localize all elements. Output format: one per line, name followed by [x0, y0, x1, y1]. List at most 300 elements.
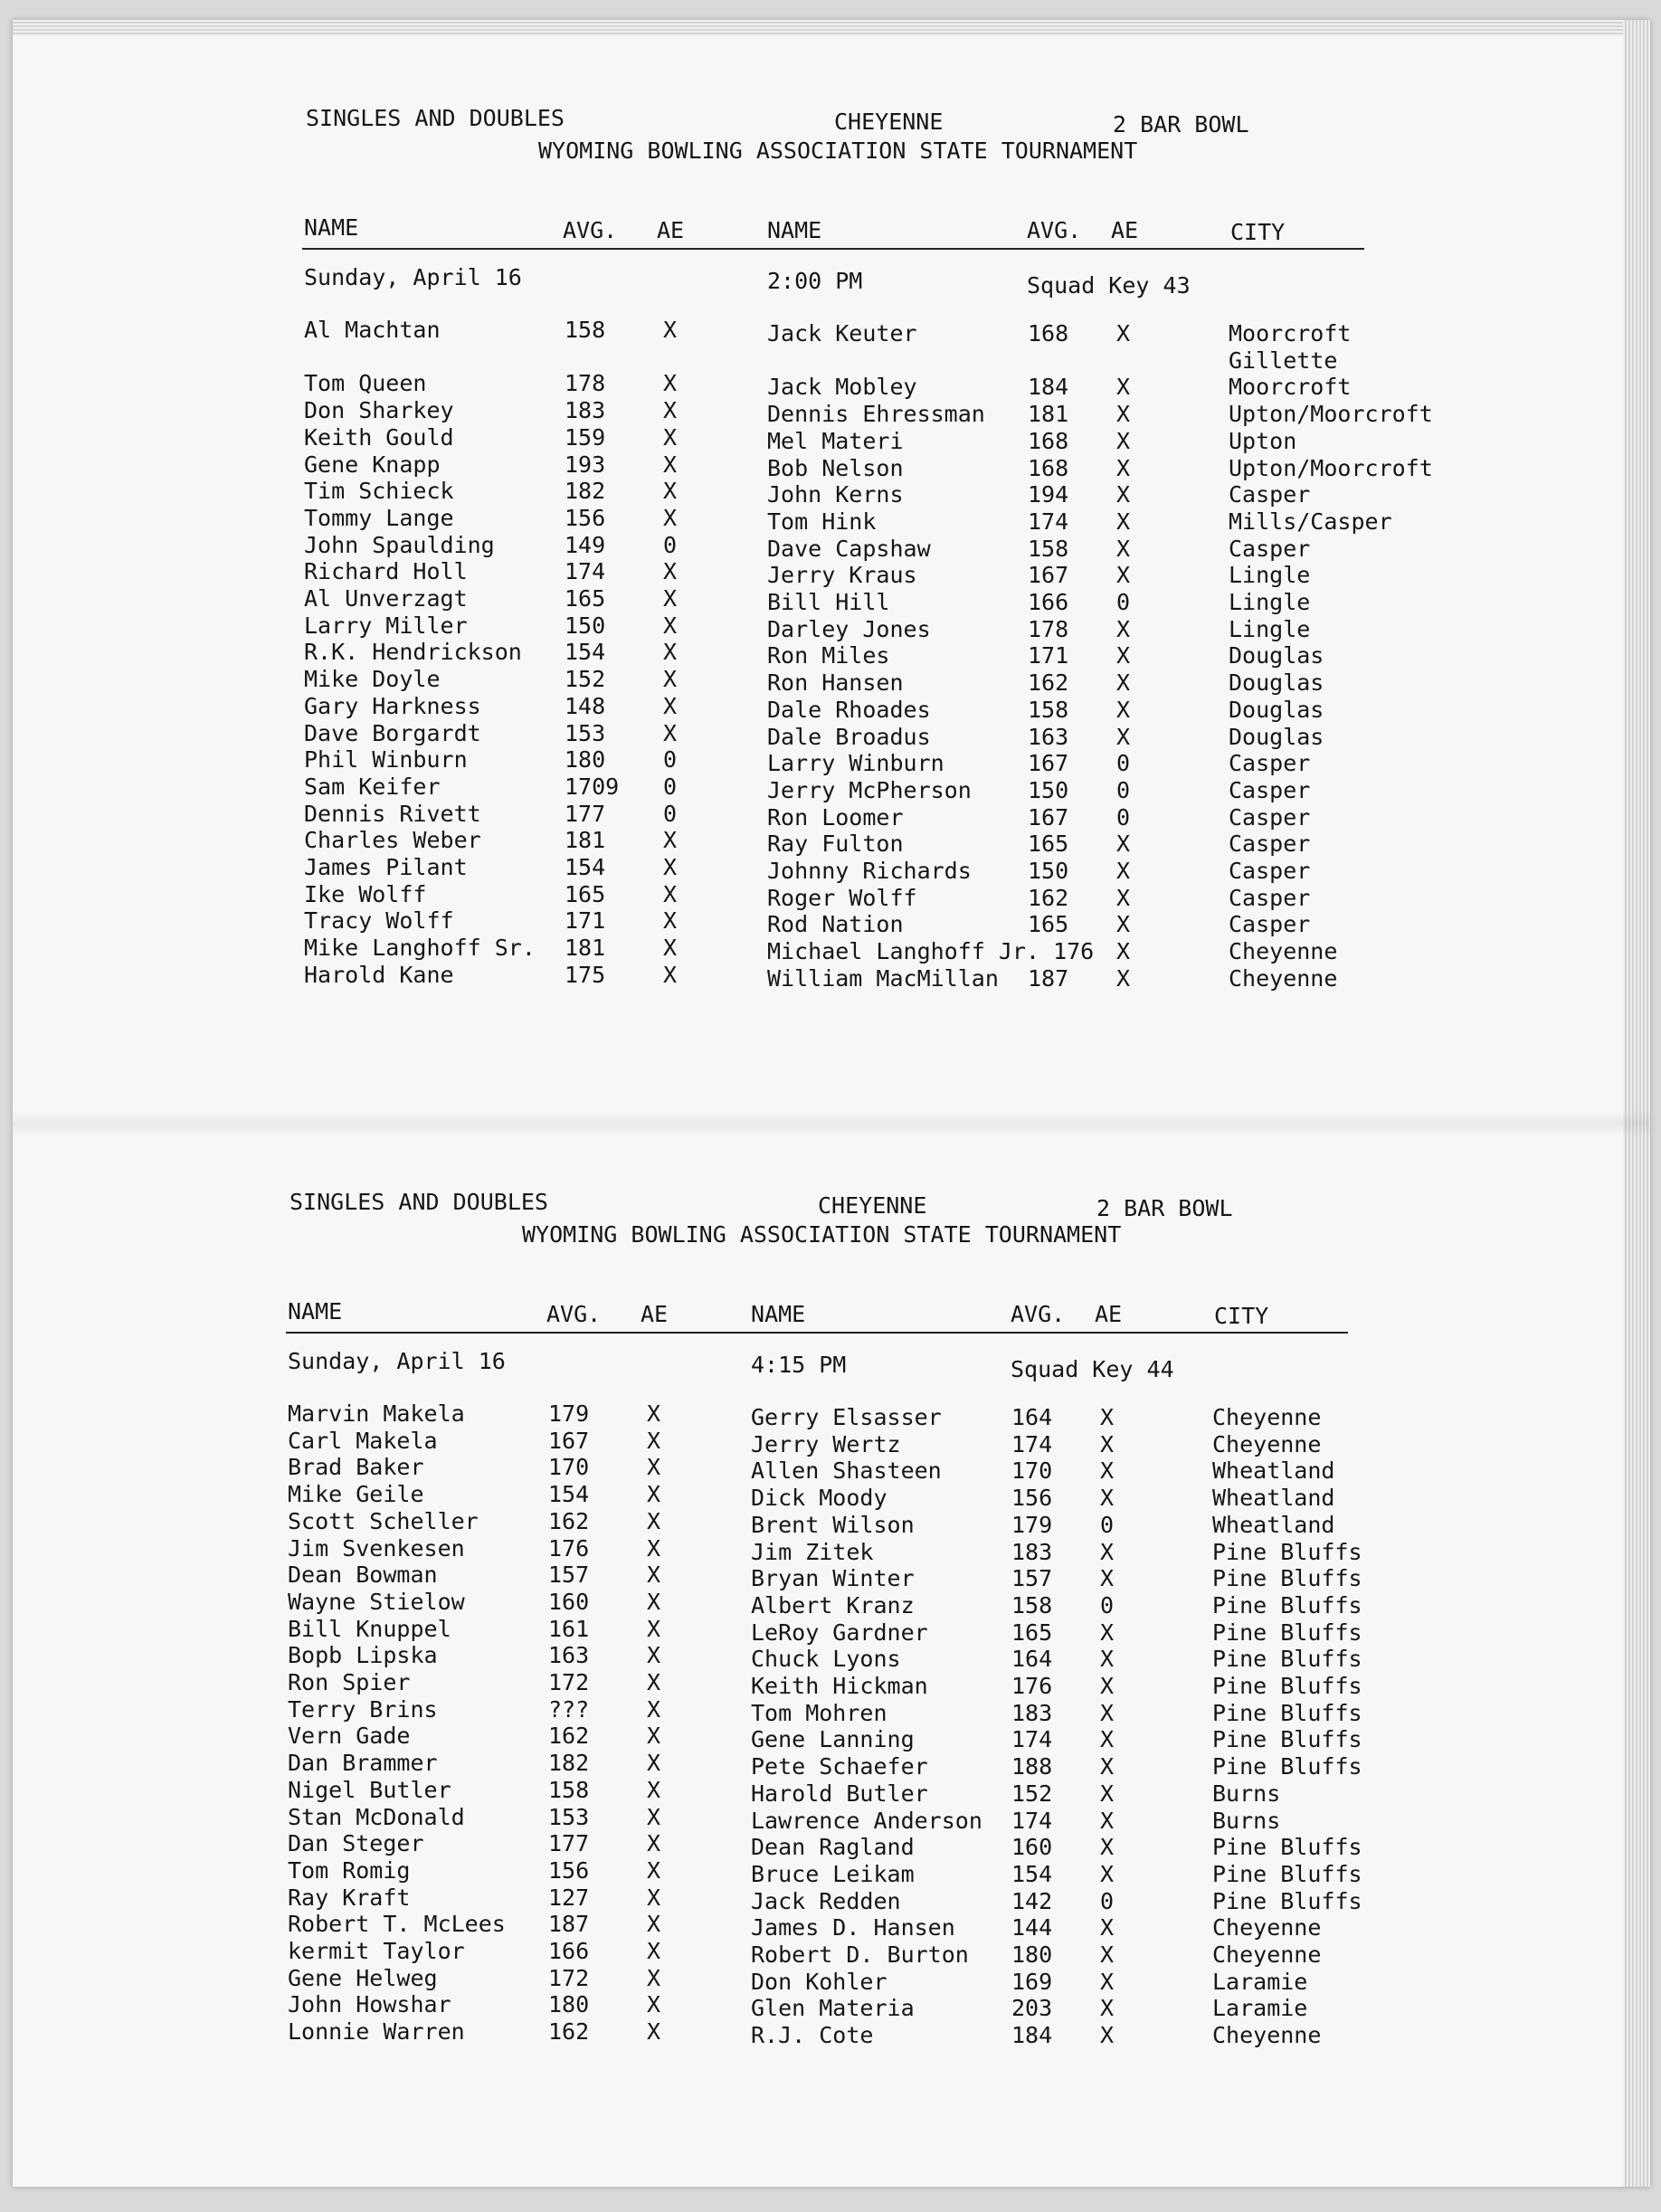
partner-name: Dale Broadus [767, 724, 931, 750]
city: Laramie [1212, 1969, 1308, 1995]
partner-name: Mel Materi [767, 428, 904, 454]
partner-average: 165 [1011, 1619, 1053, 1646]
city: Burns [1212, 1780, 1281, 1807]
partner-average: 176 [1011, 1673, 1053, 1699]
partner-name: Brent Wilson [751, 1512, 915, 1538]
partner-name: Darley Jones [767, 616, 931, 642]
partner-name: Harold Butler [751, 1780, 928, 1807]
player-name: Dave Borgardt [304, 720, 481, 746]
average: 1709 [565, 774, 620, 800]
partner-average: 184 [1011, 2022, 1053, 2048]
player-name: Vern Gade [288, 1723, 411, 1749]
ae-mark: X [647, 1723, 661, 1749]
partner-ae-mark: 0 [1100, 1888, 1115, 1914]
partner-name: Keith Hickman [751, 1673, 928, 1699]
player-name: Ron Spier [288, 1669, 411, 1695]
player-name: Al Unverzagt [304, 585, 468, 612]
partner-name: Jerry Wertz [751, 1431, 901, 1457]
player-name: Dean Bowman [288, 1562, 438, 1588]
city: Douglas [1229, 697, 1324, 723]
ae-mark: X [647, 1400, 661, 1427]
city: Pine Bluffs [1212, 1726, 1362, 1752]
partner-ae-mark: 0 [1116, 804, 1131, 831]
partner-ae-mark: X [1116, 669, 1131, 696]
partner-name: Rod Nation [767, 911, 904, 937]
player-name: Brad Baker [288, 1454, 424, 1480]
partner-average: 164 [1011, 1646, 1053, 1672]
partner-ae-mark: X [1100, 1753, 1115, 1780]
average: 153 [565, 720, 606, 746]
average: 176 [548, 1535, 590, 1562]
ae-mark: X [663, 612, 678, 639]
player-name: Ike Wolff [304, 881, 427, 907]
ae-mark: X [663, 935, 678, 961]
partner-ae-mark: X [1100, 1431, 1115, 1457]
average: 153 [548, 1804, 590, 1830]
document-page [13, 20, 1650, 2187]
player-name: Tommy Lange [304, 505, 454, 531]
table-row [13, 370, 1460, 400]
table-row [0, 1938, 1444, 1968]
partner-average: 154 [1011, 1861, 1053, 1887]
partner-name: Larry Winburn [767, 750, 944, 776]
average: 156 [565, 505, 606, 531]
average: 154 [548, 1481, 590, 1507]
partner-name: Dennis Ehressman [767, 401, 985, 427]
header-underline [286, 1332, 1348, 1334]
average: 156 [548, 1857, 590, 1884]
average: 183 [565, 397, 606, 423]
partner-ae-mark: X [1116, 401, 1131, 427]
partner-ae-mark: X [1100, 1780, 1115, 1807]
partner-name: Chuck Lyons [751, 1646, 901, 1672]
page-stack-top-edge [13, 20, 1650, 36]
player-name: Gary Harkness [304, 693, 481, 719]
city: Douglas [1229, 669, 1324, 696]
city: Moorcroft [1229, 374, 1352, 400]
ae-mark: X [647, 1884, 661, 1911]
table-row [13, 639, 1460, 669]
player-name: Tracy Wolff [304, 907, 454, 934]
partner-ae-mark: X [1100, 1565, 1115, 1591]
average: 187 [548, 1911, 590, 1937]
squad-key: Squad Key 44 [1011, 1356, 1174, 1382]
ae-mark: X [663, 370, 678, 396]
ae-mark: X [647, 1857, 661, 1884]
city: Pine Bluffs [1212, 1673, 1362, 1699]
partner-average: 150 [1028, 777, 1069, 803]
ae-mark: X [663, 666, 678, 692]
partner-average: 166 [1028, 589, 1069, 615]
player-name: Robert T. McLees [288, 1911, 506, 1937]
ae-mark: X [663, 827, 678, 853]
player-name: Dan Steger [288, 1830, 424, 1856]
player-name: kermit Taylor [288, 1938, 465, 1964]
header-underline [302, 248, 1364, 250]
average: 158 [548, 1777, 590, 1803]
average: 158 [565, 317, 606, 343]
player-name: Mike Doyle [304, 666, 441, 692]
player-name: Tim Schieck [304, 478, 454, 504]
partner-average: 142 [1011, 1888, 1053, 1914]
average: 180 [548, 1991, 590, 2017]
header-location: CHEYENNE [834, 109, 944, 135]
partner-name: Albert Kranz [751, 1592, 915, 1619]
table-row [0, 1562, 1444, 1589]
ae-mark: X [647, 1589, 661, 1615]
column-header-partner-average: AVG. [1011, 1301, 1066, 1327]
table-row [0, 1965, 1444, 1995]
city: Cheyenne [1212, 1404, 1322, 1430]
partner-ae-mark: X [1100, 1404, 1115, 1430]
partner-average: 162 [1028, 669, 1069, 696]
city: Casper [1229, 804, 1311, 831]
player-name: Tom Queen [304, 370, 427, 396]
player-name: Ray Kraft [288, 1884, 411, 1911]
tournament-title: WYOMING BOWLING ASSOCIATION STATE TOURNAMENT [538, 138, 1138, 164]
average: 177 [565, 801, 606, 827]
city: Cheyenne [1229, 938, 1338, 964]
column-header-ae-mark: AE [641, 1301, 669, 1327]
player-name: Don Sharkey [304, 397, 454, 423]
partner-average: 163 [1028, 724, 1069, 750]
average: 127 [548, 1884, 590, 1911]
squad-day: Sunday, April 16 [304, 264, 522, 290]
partner-name: Jack Keuter [767, 320, 917, 347]
average: 157 [548, 1562, 590, 1588]
player-name: Larry Miller [304, 612, 468, 639]
partner-ae-mark: X [1116, 858, 1131, 884]
partner-average: 203 [1011, 1995, 1053, 2021]
table-row [0, 1723, 1444, 1750]
table-row [13, 881, 1460, 911]
partner-ae-mark: 0 [1100, 1512, 1115, 1538]
ae-mark: X [647, 1642, 661, 1668]
partner-name: Don Kohler [751, 1969, 887, 1995]
city: Laramie [1212, 1995, 1308, 2021]
ae-mark: X [647, 1481, 661, 1507]
table-row [0, 1428, 1444, 1455]
city: Pine Bluffs [1212, 1646, 1362, 1672]
partner-average: 167 [1028, 750, 1069, 776]
ae-mark: X [663, 881, 678, 907]
partner-name: Dale Rhoades [767, 697, 931, 723]
average: 149 [565, 532, 606, 558]
player-name: Dennis Rivett [304, 801, 481, 827]
partner-average: 183 [1011, 1539, 1053, 1565]
partner-ae-mark: X [1100, 1995, 1115, 2021]
average: 180 [565, 746, 606, 773]
city: Mills/Casper [1229, 508, 1392, 535]
ae-mark: 0 [663, 774, 678, 800]
partner-ae-mark: X [1100, 1808, 1115, 1834]
partner-average: 178 [1028, 616, 1069, 642]
column-header-partner-ae-mark: AE [1111, 217, 1139, 243]
table-row [0, 1481, 1444, 1511]
ae-mark: X [663, 585, 678, 612]
partner-average: 158 [1028, 697, 1069, 723]
average: 162 [548, 1723, 590, 1749]
player-name: Terry Brins [288, 1696, 438, 1723]
header-venue: 2 BAR BOWL [1096, 1195, 1233, 1221]
partner-ae-mark: X [1100, 1941, 1115, 1968]
city: Cheyenne [1229, 965, 1338, 992]
average: 175 [565, 962, 606, 988]
squad-time: 4:15 PM [751, 1352, 847, 1378]
table-row [13, 397, 1460, 427]
partner-name: Glen Materia [751, 1995, 915, 2021]
player-name: Marvin Makela [288, 1400, 465, 1427]
partner-average: 144 [1011, 1914, 1053, 1941]
ae-mark: X [663, 720, 678, 746]
table-row [13, 585, 1460, 615]
table-row [0, 1589, 1444, 1619]
partner-average: 187 [1028, 965, 1069, 992]
ae-mark: X [647, 1911, 661, 1937]
column-header-player-name: NAME [304, 214, 359, 241]
partner-ae-mark: X [1100, 1457, 1115, 1484]
ae-mark: X [663, 424, 678, 451]
player-name: Sam Keifer [304, 774, 441, 800]
table-row [0, 1750, 1444, 1780]
partner-average: 194 [1028, 481, 1069, 508]
header-event: SINGLES AND DOUBLES [289, 1189, 548, 1215]
city: Cheyenne [1212, 1941, 1322, 1968]
ae-mark: X [663, 962, 678, 988]
player-name: Scott Scheller [288, 1508, 479, 1534]
partner-ae-mark: X [1116, 965, 1131, 992]
city: Upton/Moorcroft [1229, 455, 1433, 481]
table-row [0, 1696, 1444, 1726]
average: 181 [565, 827, 606, 853]
partner-average: 180 [1011, 1941, 1053, 1968]
table-row [13, 720, 1460, 750]
partner-ae-mark: X [1100, 1914, 1115, 1941]
ae-mark: X [663, 478, 678, 504]
partner-name: Ron Miles [767, 642, 890, 669]
partner-ae-mark: X [1116, 616, 1131, 642]
average: 162 [548, 1508, 590, 1534]
city: Casper [1229, 536, 1311, 562]
partner-average: 168 [1028, 455, 1069, 481]
table-row [0, 1669, 1444, 1699]
average: 150 [565, 612, 606, 639]
table-row [13, 827, 1460, 857]
ae-mark: X [663, 451, 678, 478]
player-name: Phil Winburn [304, 746, 468, 773]
ae-mark: X [663, 397, 678, 423]
city: Pine Bluffs [1212, 1861, 1362, 1887]
ae-mark: 0 [663, 532, 678, 558]
ae-mark: X [647, 1508, 661, 1534]
player-name: John Howshar [288, 1991, 451, 2017]
partner-average: 164 [1011, 1404, 1053, 1430]
partner-ae-mark: X [1116, 562, 1131, 588]
header-venue: 2 BAR BOWL [1113, 111, 1249, 138]
average: 170 [548, 1454, 590, 1480]
city: Pine Bluffs [1212, 1539, 1362, 1565]
city: Cheyenne [1212, 1914, 1322, 1941]
partner-average: 162 [1028, 885, 1069, 911]
header-location: CHEYENNE [818, 1192, 927, 1219]
table-row [0, 1642, 1444, 1672]
ae-mark: X [647, 1750, 661, 1776]
table-row [0, 1884, 1444, 1912]
table-row [13, 774, 1460, 801]
partner-ae-mark: X [1100, 1700, 1115, 1726]
ae-mark: X [647, 1777, 661, 1803]
partner-ae-mark: 0 [1116, 750, 1131, 776]
squad-key: Squad Key 43 [1027, 272, 1191, 299]
average: 165 [565, 585, 606, 612]
city: Casper [1229, 858, 1311, 884]
table-row [0, 1454, 1444, 1484]
partner-average: 168 [1028, 320, 1069, 347]
city: Wheatland [1212, 1485, 1335, 1511]
partner-ae-mark: X [1116, 455, 1131, 481]
column-header-average: AVG. [546, 1301, 602, 1327]
partner-average: 150 [1028, 858, 1069, 884]
partner-name: Jack Mobley [767, 374, 917, 400]
table-row [0, 1400, 1444, 1428]
partner-name: Jim Zitek [751, 1539, 874, 1565]
partner-ae-mark: X [1100, 1726, 1115, 1752]
city: Upton [1229, 428, 1297, 454]
partner-average: 165 [1028, 911, 1069, 937]
ae-mark: X [647, 1696, 661, 1723]
partner-average: 169 [1011, 1969, 1053, 1995]
partner-average: 174 [1028, 508, 1069, 535]
table-row [13, 532, 1460, 562]
average: 160 [548, 1589, 590, 1615]
partner-average: 174 [1011, 1431, 1053, 1457]
player-name: Stan McDonald [288, 1804, 465, 1830]
partner-average: 167 [1028, 562, 1069, 588]
city: Casper [1229, 750, 1311, 776]
average: ??? [548, 1696, 590, 1723]
table-row [13, 505, 1460, 535]
partner-ae-mark: X [1116, 938, 1131, 964]
partner-ae-mark: X [1100, 1673, 1115, 1699]
partner-name: Bryan Winter [751, 1565, 915, 1591]
city: Casper [1229, 831, 1311, 857]
partner-ae-mark: X [1100, 1539, 1115, 1565]
partner-name: Roger Wolff [767, 885, 917, 911]
city: Casper [1229, 911, 1311, 937]
city: Lingle [1229, 562, 1311, 588]
partner-name: Jerry Kraus [767, 562, 917, 588]
ae-mark: X [647, 1669, 661, 1695]
average: 181 [565, 935, 606, 961]
average: 165 [565, 881, 606, 907]
player-name: Dan Brammer [288, 1750, 438, 1776]
partner-ae-mark: X [1116, 508, 1131, 535]
column-header-player-name: NAME [288, 1298, 343, 1324]
ae-mark: X [647, 1804, 661, 1830]
partner-average: 152 [1011, 1780, 1053, 1807]
squad-day: Sunday, April 16 [288, 1348, 506, 1374]
ae-mark: X [647, 1454, 661, 1480]
ae-mark: 0 [663, 801, 678, 827]
column-header-partner-name: NAME [751, 1301, 806, 1327]
average: 171 [565, 907, 606, 934]
partner-name: Jerry McPherson [767, 777, 972, 803]
partner-average: 167 [1028, 804, 1069, 831]
average: 174 [565, 558, 606, 584]
column-header-city: CITY [1214, 1303, 1269, 1329]
city: Lingle [1229, 589, 1311, 615]
partner-average: 158 [1011, 1592, 1053, 1619]
ae-mark: 0 [663, 746, 678, 773]
table-row [0, 1830, 1444, 1860]
partner-name: Ron Loomer [767, 804, 904, 831]
partner-ae-mark: X [1116, 724, 1131, 750]
city: Cheyenne [1212, 1431, 1322, 1457]
partner-ae-mark: X [1116, 374, 1131, 400]
partner-average: 165 [1028, 831, 1069, 857]
average: 154 [565, 854, 606, 880]
page-fold [13, 1110, 1650, 1137]
table-row [0, 1616, 1444, 1646]
table-row [13, 666, 1460, 696]
partner-ae-mark: X [1100, 1969, 1115, 1995]
average: 193 [565, 451, 606, 478]
average: 154 [565, 639, 606, 665]
player-name: Gene Helweg [288, 1965, 438, 1991]
average: 167 [548, 1428, 590, 1454]
partner-average: 156 [1011, 1485, 1053, 1511]
table-row [13, 424, 1460, 454]
city: Lingle [1229, 616, 1311, 642]
partner-name: Bob Nelson [767, 455, 904, 481]
player-name: Mike Langhoff Sr. [304, 935, 536, 961]
player-name: James Pilant [304, 854, 468, 880]
table-row [13, 935, 1460, 962]
player-name: Al Machtan [304, 317, 441, 343]
table-row [0, 1911, 1444, 1941]
partner-name: James D. Hansen [751, 1914, 955, 1941]
partner-ae-mark: X [1116, 885, 1131, 911]
city: Pine Bluffs [1212, 1834, 1362, 1860]
ae-mark: X [647, 1428, 661, 1454]
partner-average: 181 [1028, 401, 1069, 427]
table-row [0, 1535, 1444, 1565]
city: Casper [1229, 777, 1311, 803]
partner-ae-mark: X [1116, 428, 1131, 454]
ae-mark: X [663, 693, 678, 719]
city: Pine Bluffs [1212, 1619, 1362, 1646]
partner-ae-mark: X [1100, 1619, 1115, 1646]
column-header-partner-name: NAME [767, 217, 822, 243]
table-row [13, 801, 1460, 831]
player-name: R.K. Hendrickson [304, 639, 522, 665]
partner-name: Dean Ragland [751, 1834, 915, 1860]
partner-name: Gene Lanning [751, 1726, 915, 1752]
partner-ae-mark: X [1116, 697, 1131, 723]
partner-name: Michael Langhoff Jr. 176 [767, 938, 1095, 964]
table-row [0, 2018, 1444, 2046]
partner-average: 174 [1011, 1726, 1053, 1752]
column-header-ae-mark: AE [657, 217, 685, 243]
partner-name: LeRoy Gardner [751, 1619, 928, 1646]
city: Casper [1229, 885, 1311, 911]
average: 179 [548, 1400, 590, 1427]
partner-ae-mark: X [1100, 1646, 1115, 1672]
ae-mark: X [663, 854, 678, 880]
average: 172 [548, 1965, 590, 1991]
player-name: Charles Weber [304, 827, 481, 853]
partner-average: 157 [1011, 1565, 1053, 1591]
